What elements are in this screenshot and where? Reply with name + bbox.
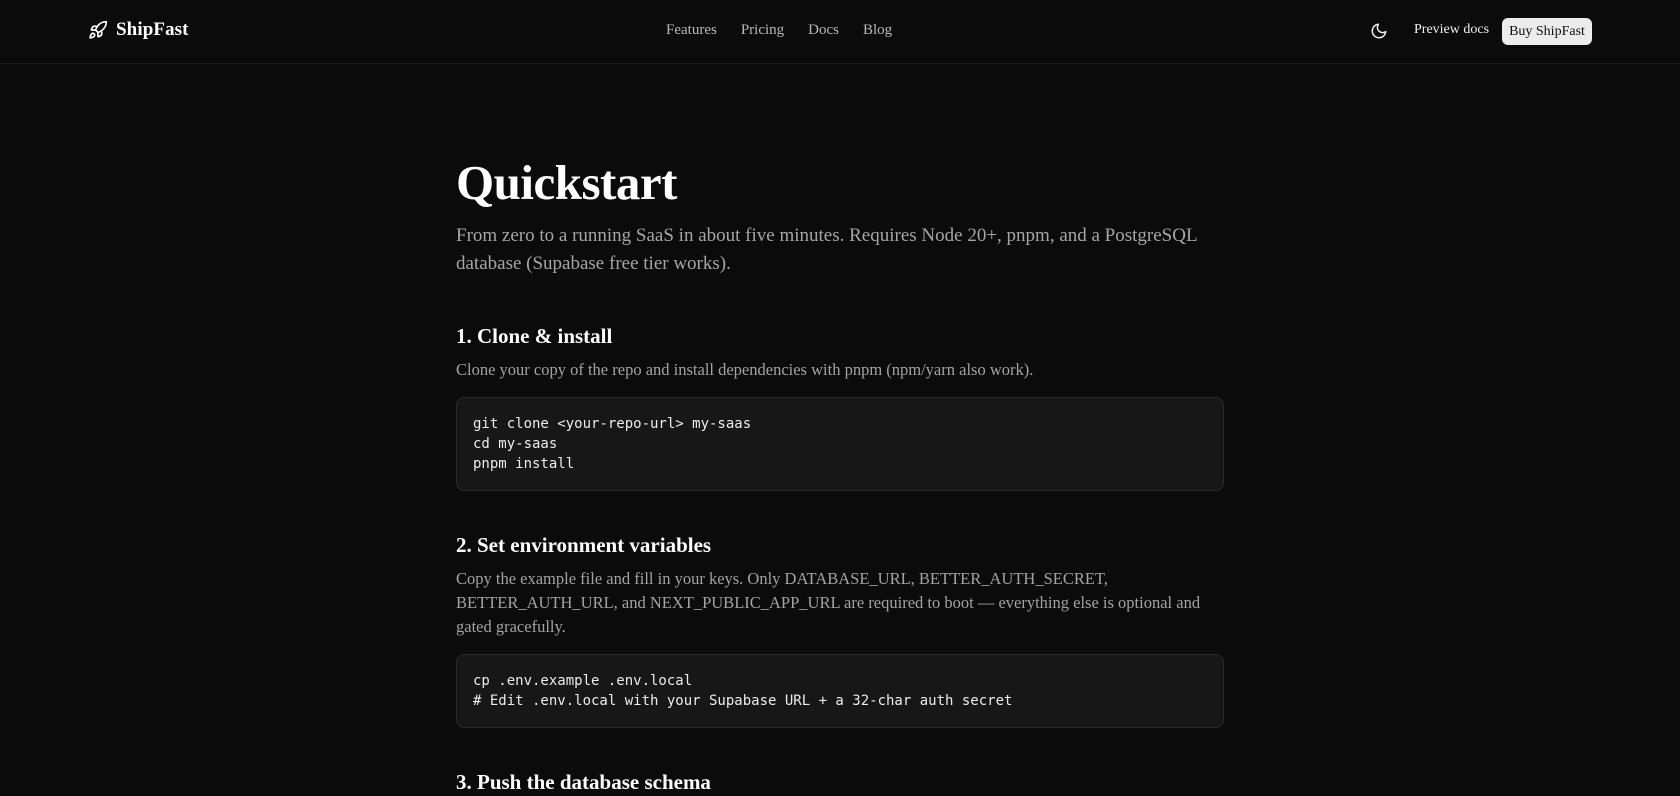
brand-name: ShipFast <box>116 19 189 40</box>
page-lead: From zero to a running SaaS in about five minutes. Requires Node 20+, pnpm, and a PostgreSQL database (Supabase free tier works). <box>456 225 1197 274</box>
primary-nav <box>666 22 892 39</box>
code-line: cd my-saas <box>473 436 558 452</box>
rocket-icon <box>88 20 108 40</box>
nav-link-blog[interactable]: Blog <box>863 22 893 38</box>
code-line: pnpm install <box>473 456 575 472</box>
nav-link-pricing[interactable]: Pricing <box>740 22 785 38</box>
docs-content <box>456 150 1224 796</box>
brand-logo-link[interactable] <box>88 19 189 41</box>
preview-docs-link[interactable]: Preview docs <box>1414 22 1490 37</box>
code-line: git clone <your-repo-url> my-saas <box>473 416 752 432</box>
step-description: Clone your copy of the repo and install dependencies with pnpm (npm/yarn also work). <box>456 360 1034 379</box>
nav-link-docs[interactable]: Docs <box>808 22 839 38</box>
buy-button[interactable]: Buy ShipFast <box>1502 18 1592 45</box>
page-title: Quickstart <box>456 155 677 210</box>
code-block[interactable] <box>456 654 1224 728</box>
code-block[interactable] <box>456 397 1224 491</box>
moon-icon <box>1370 27 1388 44</box>
step-description: Copy the example file and fill in your keys. Only DATABASE_URL, BETTER_AUTH_SECRET, BETTER_AUTH_URL, and NEXT_PUBLIC_APP_URL are required to boot — everything else is optional and gated gracefully. <box>456 569 1201 636</box>
step-heading: 2. Set environment variables <box>456 533 712 557</box>
theme-toggle-button[interactable] <box>1370 22 1390 42</box>
step-section <box>456 531 1224 728</box>
nav-link-features[interactable]: Features <box>666 22 717 38</box>
code-line: # Edit .env.local with your Supabase URL + a 32-char auth secret <box>473 693 1013 709</box>
code-line: cp .env.example .env.local <box>473 673 693 689</box>
step-heading: 3. Push the database schema <box>456 770 711 794</box>
step-section <box>456 322 1224 491</box>
top-navbar <box>0 0 1680 64</box>
step-heading: 1. Clone & install <box>456 324 613 348</box>
